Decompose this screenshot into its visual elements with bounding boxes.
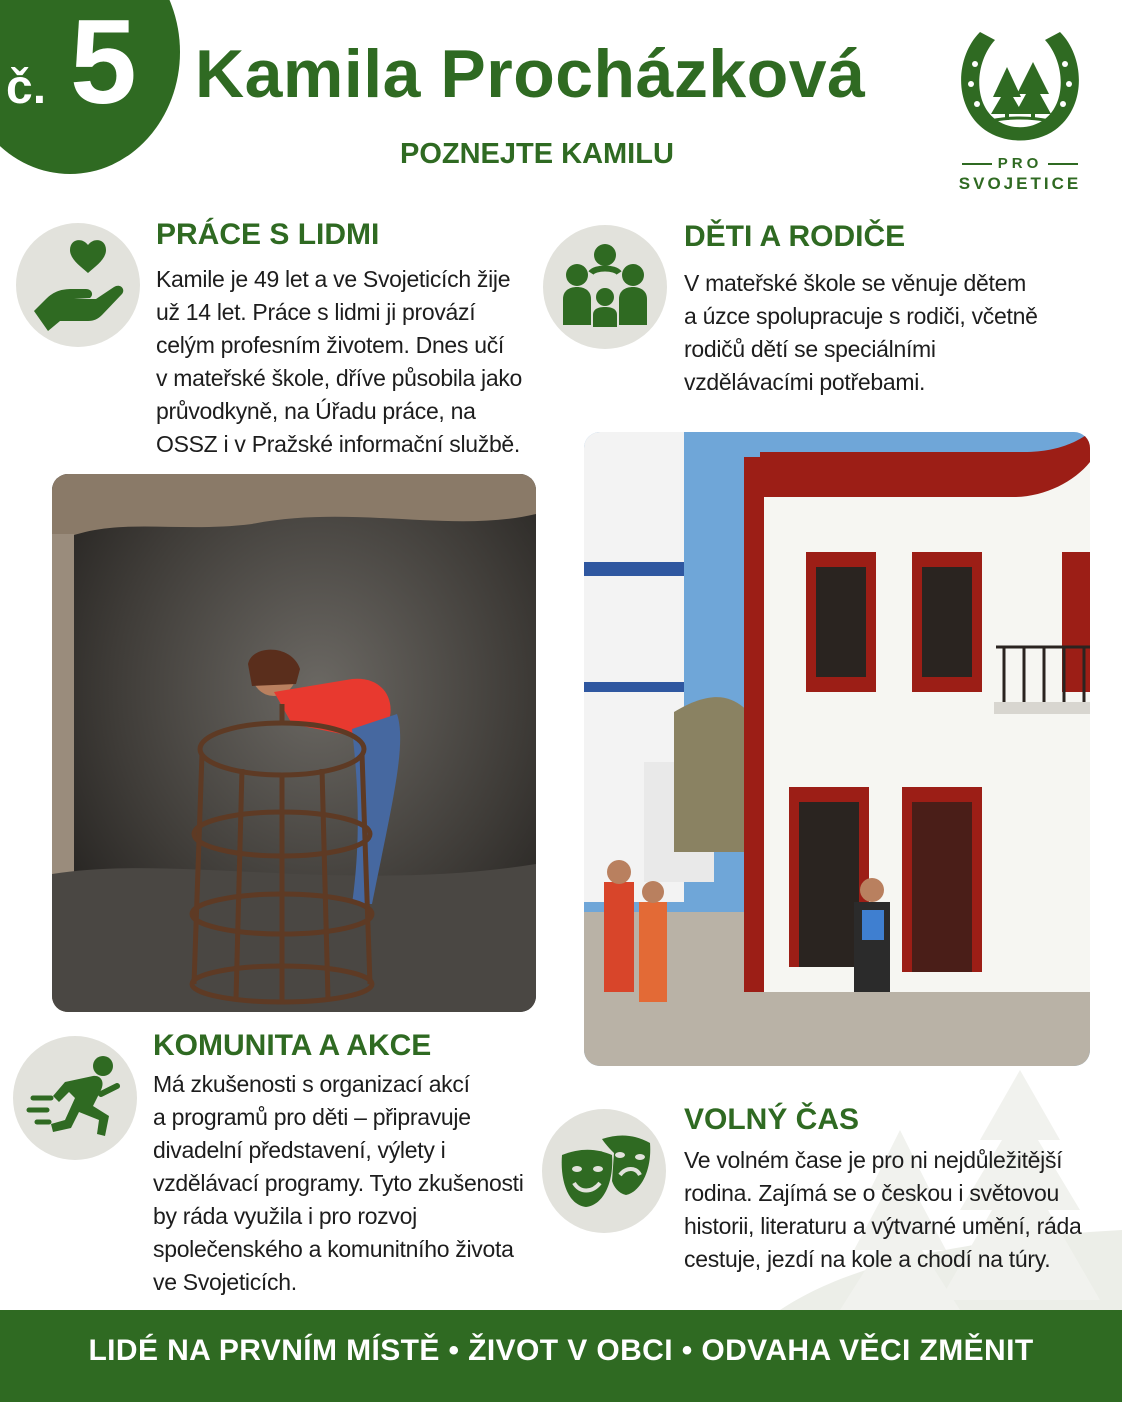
community-icon-circle — [13, 1036, 137, 1160]
children-icon-circle — [543, 225, 667, 349]
section-title-children: DĚTI A RODIČE — [684, 220, 906, 253]
text-line: společenského a komunitního života — [153, 1236, 514, 1262]
text-line: a programů pro děti – připravuje — [153, 1104, 471, 1130]
work-icon-circle — [16, 223, 140, 347]
text-line: průvodkyně, na Úřadu práce, na — [156, 398, 476, 424]
section-text-children — [684, 267, 1104, 399]
section-text-work — [156, 263, 536, 461]
text-line: Ve volném čase je pro ni nejdůležitější — [684, 1147, 1063, 1173]
text-line: historii, literaturu a výtvarné umění, ráda — [684, 1213, 1082, 1239]
footer-slogan: LIDÉ NA PRVNÍM MÍSTĚ • ŽIVOT V OBCI • ODVAHA VĚCI ZMĚNIT — [88, 1334, 1034, 1367]
candidate-number: 5 — [70, 0, 137, 129]
horseshoe-with-trees-icon — [945, 22, 1095, 152]
theater-masks-icon — [542, 1109, 666, 1233]
section-title-work: PRÁCE S LIDMI — [156, 218, 380, 251]
running-person-icon — [13, 1036, 137, 1160]
section-text-free-time — [684, 1144, 1114, 1276]
free-time-icon-circle — [542, 1109, 666, 1233]
text-line: Má zkušenosti s organizací akcí — [153, 1071, 470, 1097]
text-line: rodina. Zajímá se o českou i světovou — [684, 1180, 1059, 1206]
text-line: vzdělávací programy. Tyto zkušenosti — [153, 1170, 524, 1196]
text-line: divadelní představení, výlety i — [153, 1137, 446, 1163]
text-line: by ráda využila i pro rozvoj — [153, 1203, 417, 1229]
logo-pro-text: PRO — [945, 155, 1095, 172]
cave-photo — [52, 474, 536, 1012]
text-line: OSSZ i v Pražské informační službě. — [156, 431, 521, 457]
text-line: v mateřské škole, dříve působila jako — [156, 365, 523, 391]
section-title-free-time: VOLNÝ ČAS — [684, 1103, 860, 1136]
logo-name-text: SVOJETICE — [958, 174, 1082, 193]
family-icon — [543, 225, 667, 349]
text-line: a úzce spolupracuje s rodiči, včetně — [684, 303, 1038, 329]
text-line: rodičů dětí se speciálními — [684, 336, 936, 362]
section-text-community — [153, 1068, 543, 1299]
text-line: už 14 let. Práce s lidmi ji provází — [156, 299, 476, 325]
text-line: ve Svojeticích. — [153, 1269, 297, 1295]
page-subtitle: POZNEJTE KAMILU — [400, 138, 674, 170]
candidate-name: Kamila Procházková — [195, 36, 866, 112]
heart-in-hand-icon — [16, 223, 140, 347]
text-line: celým profesním životem. Dnes učí — [156, 332, 504, 358]
text-line: V mateřské škole se věnuje dětem — [684, 270, 1026, 296]
text-line: cestuje, jezdí na kole a chodí na túry. — [684, 1246, 1051, 1272]
section-title-community: KOMUNITA A AKCE — [153, 1029, 432, 1062]
number-prefix: č. — [6, 61, 47, 114]
pro-svojetice-logo — [945, 22, 1095, 197]
text-line: vzdělávacími potřebami. — [684, 369, 926, 395]
building-photo — [584, 432, 1090, 1066]
text-line: Kamile je 49 let a ve Svojeticích žije — [156, 266, 511, 292]
